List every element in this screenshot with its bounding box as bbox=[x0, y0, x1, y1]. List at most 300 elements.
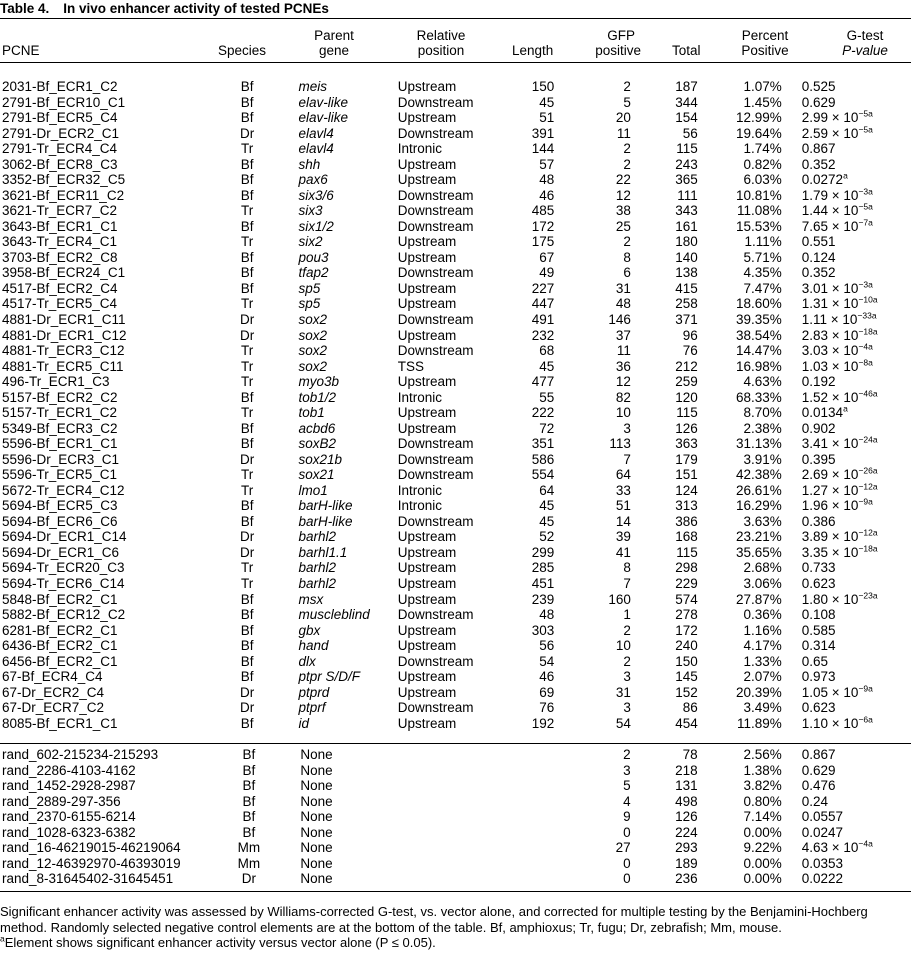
cell-parent-gene: acbd6 bbox=[298, 420, 336, 436]
cell-pcne: 67-Dr_ECR7_C2 bbox=[2, 700, 105, 716]
cell-pvalue: $1.05 \times 10^{-9a}$ bbox=[801, 683, 873, 700]
cell-total: 154 bbox=[675, 110, 698, 126]
cell-relative-position bbox=[397, 794, 505, 810]
cell-length: 45 bbox=[539, 358, 555, 374]
cell-parent-gene: soxB2 bbox=[298, 436, 336, 452]
cell-total: 161 bbox=[675, 218, 698, 234]
cell-percent-positive: 3.06% bbox=[743, 576, 782, 591]
cell-pcne: 3703-Bf_ECR2_C8 bbox=[2, 249, 118, 265]
cell-relative-position: Upstream bbox=[397, 529, 457, 545]
cell-pcne: 6456-Bf_ECR2_C1 bbox=[2, 653, 118, 669]
cell-pcne: 2791-Dr_ECR2_C1 bbox=[2, 125, 120, 141]
cell-gfp-positive: 2 bbox=[623, 653, 631, 669]
cell-gfp-positive: 31 bbox=[615, 280, 631, 296]
cell-percent-positive: 4.63% bbox=[743, 374, 782, 390]
cell-parent-gene: ptprf bbox=[298, 700, 326, 716]
cell-pcne: 4881-Dr_ECR1_C12 bbox=[2, 327, 127, 343]
cell-relative-position bbox=[397, 809, 505, 825]
cell-parent-gene: None bbox=[300, 809, 333, 825]
cell-parent-gene: None bbox=[300, 762, 333, 778]
cell-relative-position: Intronic bbox=[397, 389, 443, 405]
cell-percent-positive: 1.74% bbox=[743, 141, 782, 157]
cell-pvalue: 0.902 bbox=[801, 420, 836, 436]
cell-species: Tr bbox=[240, 482, 254, 498]
cell-total: 243 bbox=[675, 156, 698, 172]
cell-gfp-positive: 8 bbox=[623, 560, 631, 576]
cell-relative-position: Downstream bbox=[397, 343, 474, 359]
cell-percent-positive: 1.07% bbox=[743, 79, 782, 94]
cell-relative-position: Upstream bbox=[397, 79, 457, 94]
cell-total: 86 bbox=[682, 700, 698, 716]
cell-pvalue: $1.79 \times 10^{-3a}$ bbox=[801, 186, 873, 203]
cell-relative-position: Intronic bbox=[397, 141, 443, 157]
cell-percent-positive: 5.71% bbox=[743, 249, 782, 265]
cell-total: 313 bbox=[675, 498, 698, 514]
cell-species: Bf bbox=[240, 156, 254, 172]
cell-species: Bf bbox=[240, 110, 254, 126]
cell-parent-gene: barH-like bbox=[298, 498, 353, 514]
cell-pvalue: $1.03 \times 10^{-8a}$ bbox=[801, 357, 873, 374]
cell-length: 285 bbox=[531, 560, 555, 576]
cell-pcne: 5694-Bf_ECR5_C3 bbox=[2, 498, 118, 514]
cell-species: Bf bbox=[240, 280, 254, 296]
cell-total: 258 bbox=[675, 296, 698, 312]
cell-pvalue: 0.867 bbox=[801, 747, 836, 762]
cell-species: Tr bbox=[240, 374, 254, 390]
cell-total: 574 bbox=[675, 591, 698, 607]
cell-pvalue: 0.124 bbox=[801, 249, 836, 265]
cell-parent-gene: tfap2 bbox=[298, 265, 329, 281]
table-row bbox=[0, 188, 911, 204]
cell-pvalue: 0.733 bbox=[801, 560, 836, 576]
table-row bbox=[0, 560, 911, 576]
separator-rule bbox=[0, 743, 911, 744]
table-row bbox=[0, 157, 911, 173]
cell-pcne: 5157-Bf_ECR2_C2 bbox=[2, 389, 118, 405]
cell-length: 447 bbox=[531, 296, 555, 312]
cell-total: 365 bbox=[675, 172, 698, 188]
cell-parent-gene: ptprd bbox=[298, 684, 330, 700]
cell-relative-position bbox=[397, 840, 505, 856]
cell-pvalue: 0.0222 bbox=[801, 871, 844, 887]
cell-pvalue: 0.623 bbox=[801, 700, 836, 716]
cell-length: 64 bbox=[539, 482, 555, 498]
cell-pcne: 5596-Dr_ECR3_C1 bbox=[2, 451, 120, 467]
table-row bbox=[0, 809, 911, 825]
cell-species: Bf bbox=[240, 638, 254, 654]
cell-length: 45 bbox=[539, 498, 555, 514]
cell-total: 498 bbox=[675, 793, 698, 809]
cell-percent-positive: 20.39% bbox=[735, 684, 782, 700]
cell-length: 52 bbox=[539, 529, 555, 545]
cell-length: 485 bbox=[531, 203, 555, 219]
table-row bbox=[0, 576, 911, 592]
cell-percent-positive: 2.38% bbox=[743, 420, 782, 436]
cell-percent-positive: 10.81% bbox=[735, 187, 782, 203]
cell-species: Tr bbox=[240, 560, 254, 576]
cell-species: Bf bbox=[240, 265, 254, 281]
cell-percent-positive: 11.08% bbox=[736, 203, 782, 219]
table-row bbox=[0, 110, 911, 126]
cell-species: Bf bbox=[240, 389, 254, 405]
table-row bbox=[0, 654, 911, 670]
cell-total: 187 bbox=[675, 79, 698, 94]
table-row bbox=[0, 638, 911, 654]
cell-pcne: 5694-Tr_ECR20_C3 bbox=[2, 560, 125, 576]
cell-relative-position: Downstream bbox=[397, 653, 474, 669]
table-row bbox=[0, 871, 911, 887]
cell-pvalue: 0.973 bbox=[801, 669, 836, 685]
cell-gfp-positive: 22 bbox=[615, 172, 631, 188]
cell-relative-position: Downstream bbox=[397, 513, 474, 529]
cell-species: Bf bbox=[240, 607, 254, 623]
table-row bbox=[0, 126, 911, 142]
cell-pcne: 3621-Bf_ECR11_C2 bbox=[2, 187, 125, 203]
cell-gfp-positive: 4 bbox=[623, 793, 631, 809]
cell-relative-position bbox=[397, 763, 505, 779]
cell-length bbox=[505, 825, 554, 841]
cell-species: Tr bbox=[240, 343, 254, 359]
header-total: Total bbox=[672, 43, 701, 58]
table-row bbox=[0, 234, 911, 250]
cell-percent-positive: 11.89% bbox=[736, 715, 782, 731]
cell-gfp-positive: 7 bbox=[623, 451, 631, 467]
cell-parent-gene: barhl1.1 bbox=[298, 544, 348, 560]
cell-relative-position: Upstream bbox=[397, 638, 457, 654]
table-row bbox=[0, 436, 911, 452]
cell-relative-position: Downstream bbox=[397, 436, 474, 452]
table-row bbox=[0, 390, 911, 406]
cell-relative-position: Intronic bbox=[397, 498, 443, 514]
cell-length: 76 bbox=[539, 700, 555, 716]
cell-length: 69 bbox=[539, 684, 555, 700]
table-row bbox=[0, 545, 911, 561]
cell-pcne: 3352-Bf_ECR32_C5 bbox=[2, 172, 126, 188]
cell-pvalue: $2.83 \times 10^{-18a}$ bbox=[801, 326, 878, 343]
cell-relative-position bbox=[397, 825, 505, 841]
cell-pvalue: 0.0557 bbox=[801, 809, 844, 825]
cell-species: Dr bbox=[241, 871, 256, 887]
cell-gfp-positive: 160 bbox=[608, 591, 631, 607]
cell-gfp-positive: 12 bbox=[615, 374, 631, 390]
cell-parent-gene: None bbox=[300, 793, 333, 809]
cell-total: 56 bbox=[682, 125, 698, 141]
cell-length: 48 bbox=[539, 172, 555, 188]
cell-percent-positive: 3.82% bbox=[743, 778, 782, 794]
header-species: Species bbox=[218, 43, 267, 58]
cell-gfp-positive: 12 bbox=[615, 187, 631, 203]
cell-gfp-positive: 113 bbox=[609, 436, 631, 452]
cell-total: 111 bbox=[677, 187, 698, 203]
pcne-table bbox=[0, 79, 911, 731]
cell-pcne: 4881-Tr_ECR3_C12 bbox=[2, 343, 125, 359]
cell-percent-positive: 16.29% bbox=[735, 498, 782, 514]
cell-species: Tr bbox=[240, 405, 254, 421]
cell-percent-positive: 3.91% bbox=[743, 451, 782, 467]
cell-pcne: rand_2286-4103-4162 bbox=[2, 762, 136, 778]
cell-parent-gene: tob1/2 bbox=[298, 389, 336, 405]
cell-relative-position: Downstream bbox=[397, 125, 474, 141]
cell-percent-positive: 8.70% bbox=[743, 405, 782, 421]
cell-length: 172 bbox=[531, 218, 555, 234]
cell-total: 115 bbox=[676, 544, 698, 560]
cell-relative-position: Downstream bbox=[397, 203, 474, 219]
cell-relative-position: Upstream bbox=[397, 374, 457, 390]
cell-parent-gene: barhl2 bbox=[298, 560, 336, 576]
cell-pcne: 5672-Tr_ECR4_C12 bbox=[2, 482, 125, 498]
top-rule bbox=[0, 18, 911, 19]
cell-species: Bf bbox=[240, 498, 254, 514]
cell-pcne: 4517-Tr_ECR5_C4 bbox=[2, 296, 118, 312]
cell-pcne: 67-Dr_ECR2_C4 bbox=[2, 684, 105, 700]
cell-length: 49 bbox=[539, 265, 555, 281]
table-row bbox=[0, 343, 911, 359]
cell-parent-gene: barH-like bbox=[298, 513, 353, 529]
cell-gfp-positive: 3 bbox=[623, 420, 631, 436]
cell-gfp-positive: 5 bbox=[623, 94, 631, 110]
cell-pvalue: 0.65 bbox=[801, 653, 829, 669]
cell-gfp-positive: 14 bbox=[615, 513, 631, 529]
cell-pcne: 67-Bf_ECR4_C4 bbox=[2, 669, 103, 685]
cell-pcne: 2791-Bf_ECR10_C1 bbox=[2, 94, 126, 110]
header-relative-position: Relative position bbox=[416, 28, 466, 58]
cell-parent-gene: None bbox=[300, 747, 333, 762]
footnote-line-2: method. Randomly selected negative control elements are at the bottom of the table. Bf, amphioxus; Tr, fugu; Dr, zebrafish; Mm, mouse. bbox=[0, 919, 782, 935]
table-row bbox=[0, 95, 911, 111]
cell-total: 172 bbox=[675, 622, 698, 638]
cell-length: 55 bbox=[539, 389, 555, 405]
cell-total: 229 bbox=[675, 576, 698, 591]
cell-relative-position: TSS bbox=[397, 358, 425, 374]
cell-gfp-positive: 11 bbox=[616, 343, 631, 359]
cell-pvalue: 0.395 bbox=[801, 451, 836, 467]
cell-pvalue: 0.0272$^a$ bbox=[801, 170, 848, 188]
table-row bbox=[0, 250, 911, 266]
cell-length: 45 bbox=[539, 513, 555, 529]
cell-gfp-positive: 10 bbox=[615, 405, 631, 421]
cell-total: 131 bbox=[675, 778, 698, 794]
cell-pvalue: $7.65 \times 10^{-7a}$ bbox=[801, 217, 873, 234]
cell-pcne: 6281-Bf_ECR2_C1 bbox=[2, 622, 118, 638]
cell-length: 56 bbox=[539, 638, 555, 654]
cell-pcne: 5596-Bf_ECR1_C1 bbox=[2, 436, 118, 452]
cell-percent-positive: 16.98% bbox=[735, 358, 782, 374]
cell-total: 454 bbox=[675, 715, 698, 731]
cell-species: Bf bbox=[242, 809, 256, 825]
cell-parent-gene: sox2 bbox=[298, 327, 327, 343]
cell-total: 126 bbox=[675, 809, 698, 825]
cell-parent-gene: sp5 bbox=[298, 296, 321, 312]
table-row bbox=[0, 607, 911, 623]
cell-relative-position: Upstream bbox=[397, 327, 457, 343]
table-row bbox=[0, 296, 911, 312]
cell-total: 386 bbox=[675, 513, 698, 529]
cell-pvalue: 0.352 bbox=[801, 265, 836, 281]
cell-parent-gene: six2 bbox=[298, 234, 323, 250]
cell-gfp-positive: 82 bbox=[615, 389, 631, 405]
cell-species: Tr bbox=[240, 296, 254, 312]
cell-parent-gene: sox2 bbox=[298, 311, 327, 327]
cell-parent-gene: muscleblind bbox=[298, 607, 370, 623]
cell-pvalue: $3.01 \times 10^{-3a}$ bbox=[801, 279, 873, 296]
header-pcne: PCNE bbox=[2, 43, 40, 58]
cell-pcne: 4881-Dr_ECR1_C11 bbox=[2, 311, 126, 327]
cell-pvalue: $3.03 \times 10^{-4a}$ bbox=[801, 341, 873, 359]
cell-parent-gene: elav-like bbox=[298, 110, 348, 126]
cell-gfp-positive: 54 bbox=[615, 715, 631, 731]
cell-pcne: 3958-Bf_ECR24_C1 bbox=[2, 265, 126, 281]
cell-species: Dr bbox=[239, 311, 255, 327]
cell-length: 51 bbox=[539, 110, 555, 126]
cell-relative-position bbox=[397, 747, 505, 763]
cell-gfp-positive: 7 bbox=[623, 576, 631, 591]
table-row bbox=[0, 281, 911, 297]
cell-gfp-positive: 2 bbox=[623, 79, 631, 94]
cell-parent-gene: pax6 bbox=[298, 172, 328, 188]
cell-species: Dr bbox=[239, 125, 255, 141]
cell-pvalue: 0.629 bbox=[801, 762, 836, 778]
cell-length: 586 bbox=[531, 451, 555, 467]
cell-pcne: 4881-Tr_ECR5_C11 bbox=[2, 358, 124, 374]
cell-total: 344 bbox=[675, 94, 698, 110]
cell-pvalue: 0.629 bbox=[801, 94, 836, 110]
cell-gfp-positive: 9 bbox=[623, 809, 631, 825]
cell-gfp-positive: 146 bbox=[608, 311, 631, 327]
cell-pvalue: $3.41 \times 10^{-24a}$ bbox=[801, 434, 878, 452]
cell-parent-gene: meis bbox=[298, 79, 327, 94]
footnote-line-3: $^a$Element shows significant enhancer activity versus vector alone (P ≤ 0.05). bbox=[0, 933, 436, 950]
cell-pvalue: 0.525 bbox=[801, 79, 836, 94]
cell-percent-positive: 26.61% bbox=[735, 482, 782, 498]
cell-total: 293 bbox=[675, 840, 698, 856]
table-row bbox=[0, 312, 911, 328]
cell-pvalue: 0.585 bbox=[801, 622, 836, 638]
cell-percent-positive: 2.56% bbox=[743, 747, 782, 762]
cell-relative-position: Upstream bbox=[397, 622, 457, 638]
cell-percent-positive: 42.38% bbox=[735, 467, 782, 483]
cell-length: 67 bbox=[539, 249, 555, 265]
cell-relative-position bbox=[397, 778, 505, 794]
cell-pcne: rand_1028-6323-6382 bbox=[2, 824, 136, 840]
cell-gfp-positive: 27 bbox=[615, 840, 631, 856]
cell-length bbox=[505, 840, 554, 856]
cell-species: Dr bbox=[239, 544, 255, 560]
cell-gfp-positive: 39 bbox=[615, 529, 631, 545]
cell-species: Bf bbox=[240, 249, 254, 265]
cell-gfp-positive: 41 bbox=[615, 544, 631, 560]
cell-percent-positive: 39.35% bbox=[735, 311, 782, 327]
cell-length: 45 bbox=[539, 94, 555, 110]
cell-length: 72 bbox=[539, 420, 555, 436]
cell-total: 145 bbox=[675, 669, 698, 685]
cell-length bbox=[505, 809, 554, 825]
cell-length bbox=[505, 794, 554, 810]
table-row bbox=[0, 669, 911, 685]
cell-total: 224 bbox=[675, 824, 698, 840]
cell-pvalue: 0.867 bbox=[801, 141, 836, 157]
table-row bbox=[0, 79, 911, 95]
cell-total: 115 bbox=[676, 141, 698, 157]
cell-parent-gene: id bbox=[298, 715, 309, 731]
cell-gfp-positive: 3 bbox=[623, 669, 631, 685]
cell-percent-positive: 1.33% bbox=[743, 653, 782, 669]
cell-parent-gene: tob1 bbox=[298, 405, 325, 421]
cell-pcne: 3643-Tr_ECR4_C1 bbox=[2, 234, 118, 250]
cell-parent-gene: None bbox=[300, 871, 333, 887]
cell-relative-position: Downstream bbox=[397, 187, 474, 203]
cell-pvalue: $3.89 \times 10^{-12a}$ bbox=[801, 527, 878, 545]
cell-pcne: 5882-Bf_ECR12_C2 bbox=[2, 607, 126, 623]
cell-species: Bf bbox=[240, 622, 254, 638]
cell-pcne: 3621-Tr_ECR7_C2 bbox=[2, 203, 118, 219]
cell-relative-position: Upstream bbox=[397, 234, 457, 250]
cell-relative-position: Upstream bbox=[397, 544, 457, 560]
cell-total: 126 bbox=[675, 420, 698, 436]
cell-length: 150 bbox=[531, 79, 555, 94]
cell-length: 46 bbox=[539, 669, 555, 685]
header-parent-gene: Parent gene bbox=[314, 28, 354, 58]
cell-pvalue: 0.192 bbox=[801, 374, 836, 390]
cell-pvalue: 0.24 bbox=[801, 793, 829, 809]
cell-length: 192 bbox=[531, 715, 555, 731]
cell-total: 151 bbox=[675, 467, 698, 483]
cell-relative-position: Downstream bbox=[397, 607, 474, 623]
cell-gfp-positive: 20 bbox=[615, 110, 631, 126]
cell-gfp-positive: 2 bbox=[623, 622, 631, 638]
cell-percent-positive: 31.13% bbox=[735, 436, 782, 452]
table-row bbox=[0, 716, 911, 732]
table-row bbox=[0, 467, 911, 483]
cell-gfp-positive: 31 bbox=[615, 684, 631, 700]
cell-parent-gene: myo3b bbox=[298, 374, 339, 390]
cell-pvalue: $1.44 \times 10^{-5a}$ bbox=[801, 201, 873, 219]
cell-pcne: 496-Tr_ECR1_C3 bbox=[2, 374, 110, 390]
cell-pvalue: $2.99 \times 10^{-5a}$ bbox=[801, 108, 873, 126]
cell-parent-gene: None bbox=[300, 840, 333, 856]
cell-parent-gene: lmo1 bbox=[298, 482, 328, 498]
cell-relative-position: Upstream bbox=[397, 156, 457, 172]
cell-total: 115 bbox=[676, 405, 698, 421]
cell-species: Dr bbox=[239, 684, 255, 700]
cell-species: Bf bbox=[242, 762, 256, 778]
cell-length: 554 bbox=[531, 467, 555, 483]
table-caption bbox=[0, 0, 911, 17]
cell-percent-positive: 7.14% bbox=[743, 809, 782, 825]
cell-pcne: 5848-Bf_ECR2_C1 bbox=[2, 591, 118, 607]
cell-relative-position bbox=[397, 871, 505, 887]
cell-length: 477 bbox=[531, 374, 555, 390]
bottom-rule bbox=[0, 891, 911, 892]
cell-relative-position: Intronic bbox=[397, 482, 443, 498]
cell-percent-positive: 12.99% bbox=[735, 110, 782, 126]
cell-percent-positive: 0.00% bbox=[743, 824, 782, 840]
table-row bbox=[0, 265, 911, 281]
table-row bbox=[0, 529, 911, 545]
cell-relative-position: Downstream bbox=[397, 451, 474, 467]
cell-gfp-positive: 3 bbox=[623, 762, 631, 778]
cell-parent-gene: barhl2 bbox=[298, 529, 336, 545]
cell-pcne: 3062-Bf_ECR8_C3 bbox=[2, 156, 118, 172]
cell-percent-positive: 35.65% bbox=[735, 544, 782, 560]
cell-parent-gene: six1/2 bbox=[298, 218, 334, 234]
cell-parent-gene: sox21b bbox=[298, 451, 342, 467]
cell-relative-position: Downstream bbox=[397, 311, 474, 327]
cell-species: Tr bbox=[240, 203, 254, 219]
cell-species: Bf bbox=[240, 436, 254, 452]
table-row bbox=[0, 592, 911, 608]
cell-relative-position: Downstream bbox=[397, 700, 474, 716]
cell-relative-position: Upstream bbox=[397, 280, 457, 296]
